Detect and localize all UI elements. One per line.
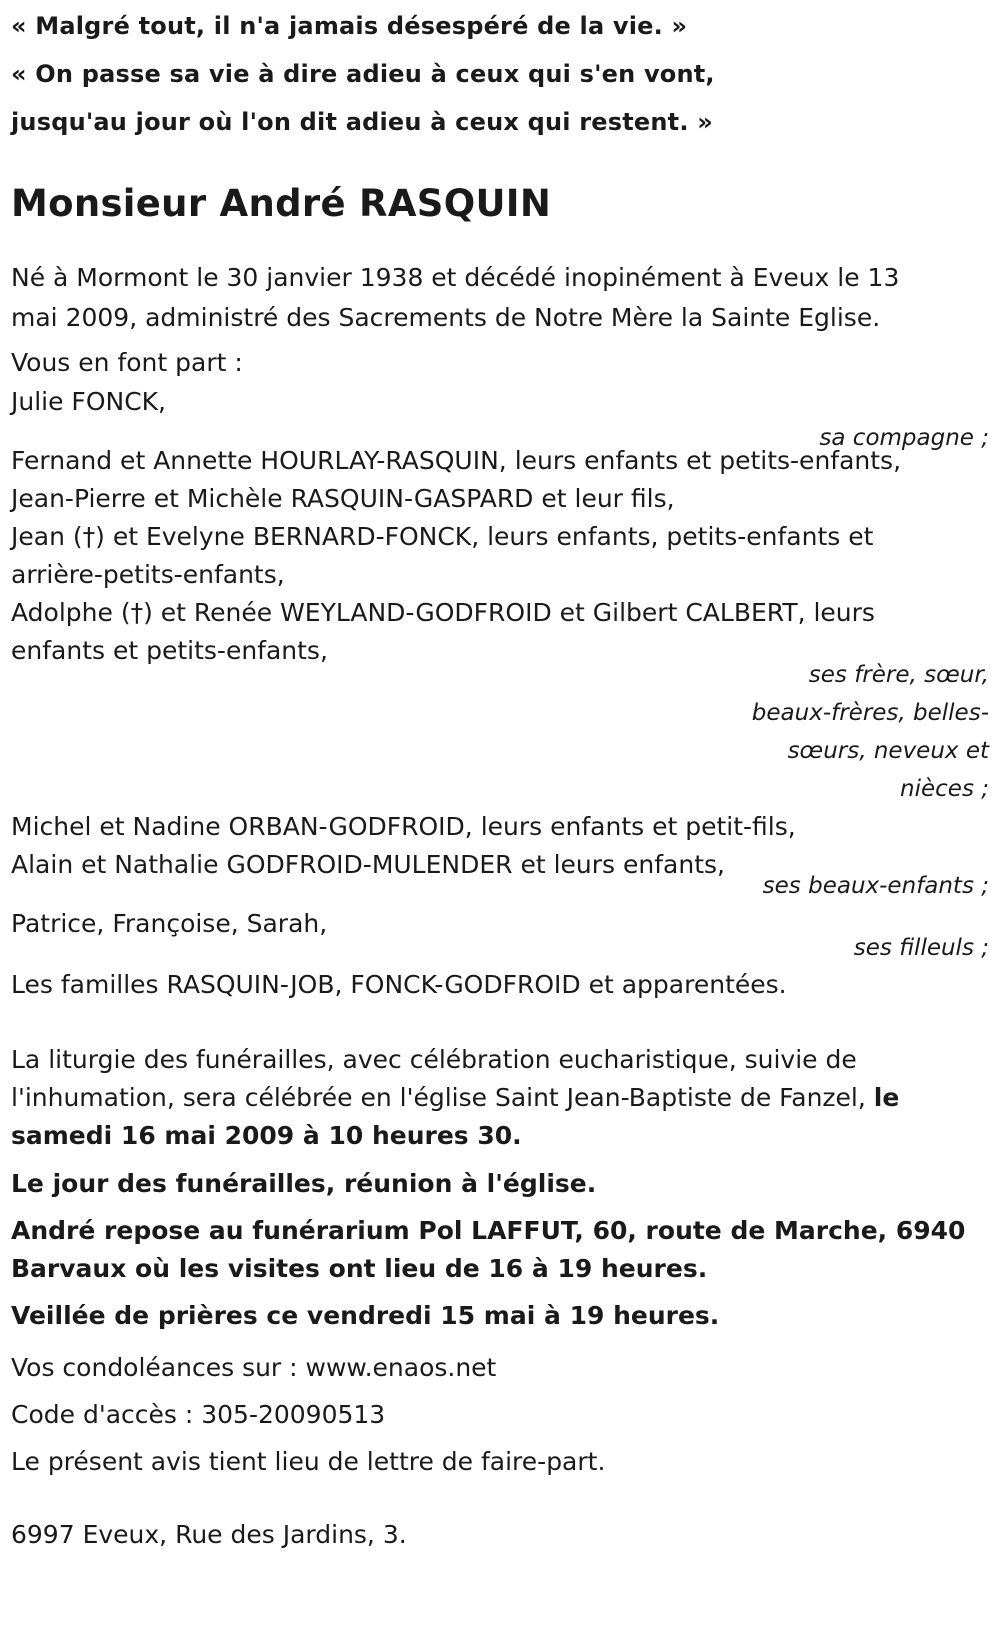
- rest-block: [11, 1212, 989, 1288]
- stepchildren-role: ses beaux-enfants ;: [762, 873, 989, 899]
- vigil-block: [11, 1296, 989, 1336]
- text-line: Alain et Nathalie GODFROID-MULENDER et leurs enfants,: [11, 850, 725, 879]
- liturgy-text: l'inhumation, sera célébrée en l'église Saint Jean-Baptiste de Fanzel,: [11, 1083, 874, 1112]
- text-line: Jean (†) et Evelyne BERNARD-FONCK, leurs enfants, petits-enfants et: [11, 522, 874, 551]
- partner-name: Julie FONCK,: [11, 387, 166, 416]
- quote-line: « Malgré tout, il n'a jamais désespéré de la vie. »: [11, 12, 688, 40]
- siblings-role: [11, 656, 989, 808]
- text-line: La liturgie des funérailles, avec célébration eucharistique, suivie de: [11, 1045, 857, 1074]
- condolences-line: Vos condoléances sur : www.enaos.net: [11, 1353, 497, 1382]
- siblings-block: [11, 442, 989, 670]
- deceased-name: Monsieur André RASQUIN: [11, 182, 552, 225]
- text-line: Michel et Nadine ORBAN-GODFROID, leurs enfants et petit-fils,: [11, 812, 796, 841]
- text-line: mai 2009, administré des Sacrements de Notre Mère la Sainte Eglise.: [11, 303, 881, 332]
- godchildren-line: Patrice, Françoise, Sarah,: [11, 909, 328, 938]
- text-line: Adolphe (†) et Renée WEYLAND-GODFROID et Gilbert CALBERT, leurs: [11, 598, 875, 627]
- liturgy-date: samedi 16 mai 2009 à 10 heures 30.: [11, 1121, 522, 1150]
- epigraph: [11, 0, 989, 146]
- family-section: [11, 342, 989, 456]
- text-line: André repose au funérarium Pol LAFFUT, 60, route de Marche, 6940: [11, 1216, 966, 1245]
- text-line: Jean-Pierre et Michèle RASQUIN-GASPARD et leur fils,: [11, 484, 675, 513]
- access-code-line: Code d'accès : 305-20090513: [11, 1400, 386, 1429]
- text-line: arrière-petits-enfants,: [11, 560, 285, 589]
- role-line: nièces ;: [900, 776, 989, 802]
- role-line: ses frère, sœur,: [808, 662, 989, 688]
- role-line: sœurs, neveux et: [787, 738, 989, 764]
- godchildren-role-block: [11, 928, 989, 968]
- text-line: enfants et petits-enfants,: [11, 636, 328, 665]
- text-line: Barvaux où les visites ont lieu de 16 à 19 heures.: [11, 1254, 708, 1283]
- stepchildren-role-block: [11, 868, 989, 904]
- address-block: [11, 1515, 989, 1555]
- quote-line: « On passe sa vie à dire adieu à ceux qui s'en vont,: [11, 60, 715, 88]
- obituary-notice: [11, 0, 989, 1549]
- notice-line: Le présent avis tient lieu de lettre de faire-part.: [11, 1447, 606, 1476]
- birth-death-paragraph: [11, 258, 989, 338]
- announce-line: Vous en font part :: [11, 348, 243, 377]
- text-line: Fernand et Annette HOURLAY-RASQUIN, leurs enfants et petits-enfants,: [11, 446, 902, 475]
- quote-line: jusqu'au jour où l'on dit adieu à ceux qui restent. »: [11, 108, 713, 136]
- families-line: Les familles RASQUIN-JOB, FONCK-GODFROID et apparentées.: [11, 970, 787, 999]
- partner-role: sa compagne ;: [819, 425, 989, 451]
- godchildren-role: ses filleuls ;: [853, 935, 989, 961]
- role-line: beaux-frères, belles-: [751, 700, 989, 726]
- vigil-line: Veillée de prières ce vendredi 15 mai à 19 heures.: [11, 1301, 720, 1330]
- liturgy-paragraph: [11, 1041, 989, 1155]
- gathering-line: Le jour des funérailles, réunion à l'église.: [11, 1169, 597, 1198]
- gathering-block: [11, 1164, 989, 1204]
- families-block: [11, 965, 989, 1005]
- text-line: [11, 1079, 989, 1117]
- condolences-block: [11, 1344, 989, 1485]
- text-line: Né à Mormont le 30 janvier 1938 et décédé inopinément à Eveux le 13: [11, 263, 900, 292]
- address-line: 6997 Eveux, Rue des Jardins, 3.: [11, 1520, 407, 1549]
- liturgy-date-start: le: [873, 1083, 900, 1112]
